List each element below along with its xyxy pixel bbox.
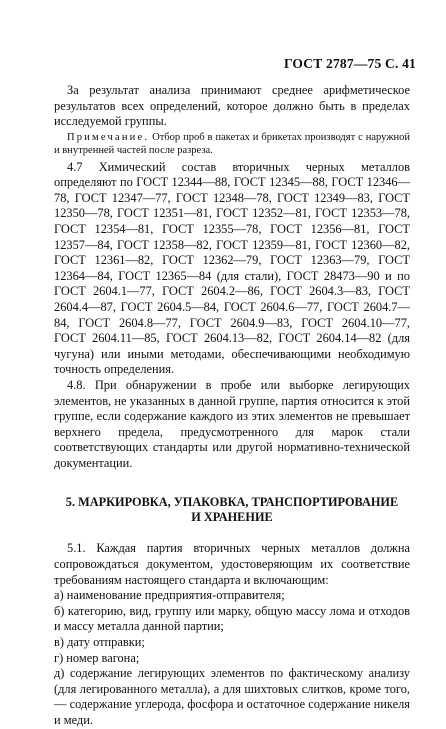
document-body [54, 83, 410, 729]
section-5-title [54, 495, 410, 525]
list-item-a: а) наименование предприятия-отправителя; [54, 588, 285, 603]
section-5-title-line1: 5. МАРКИРОВКА, УПАКОВКА, ТРАНСПОРТИРОВАНИЕ [65, 495, 399, 510]
paragraph-4-8: 4.8. При обнаружении в пробе или выборке легирующих элементов, не указанных в данной группе, партия относится к этой группе, если содержание каждого из этих элементов не превышает верхнего предела, предусмотренного для марок стали соответствующих стандарты или другой нормативно-технической документации. [54, 377, 410, 470]
note-text: Отбор проб в пакетах и брикетах производят с наружной и внутренней частей после разреза. [54, 131, 410, 157]
list-item-d: д) содержание легирующих элементов по фактическому анализу (для легированного металла), а для шихтовых слитков, кроме того, — содержание углерода, фосфора и остаточное содержание никеля и меди. [54, 666, 410, 727]
page-header: ГОСТ 2787—75 С. 41 [283, 56, 416, 71]
note-paragraph [54, 131, 410, 158]
paragraph-5-1: 5.1. Каждая партия вторичных черных металлов должна сопровождаться документом, удостоверяющим их соответствие требованиям настоящего стандарта и включающим: [54, 541, 410, 587]
paragraph-4-7: 4.7 Химический состав вторичных черных металлов определяют по ГОСТ 12344—88, ГОСТ 12345—88, ГОСТ 12346—78, ГОСТ 12347—77, ГОСТ 12348—78, ГОСТ 12349—83, ГОСТ 12350—78, ГОСТ 12351—81, ГОСТ 12352—81, ГОСТ 12353—78, ГОСТ 12354—81, ГОСТ 12355—78, ГОСТ 12356—81, ГОСТ 12357—84, ГОСТ 12358—82, ГОСТ 12359—81, ГОСТ 12360—82, ГОСТ 12361—82, ГОСТ 12362—79, ГОСТ 12363—79, ГОСТ 12364—84, ГОСТ 12365—84 (для стали), ГОСТ 28473—90 и по ГОСТ 2604.1—77, ГОСТ 2604.2—86, ГОСТ 2604.3—83, ГОСТ 2604.4—87, ГОСТ 2604.5—84, ГОСТ 2604.6—77, ГОСТ 2604.7—84, ГОСТ 2604.8—77, ГОСТ 2604.9—83, ГОСТ 2604.10—77, ГОСТ 2604.11—85, ГОСТ 2604.13—82, ГОСТ 2604.14—82 (для чугуна) или иными методами, обеспечивающими необходимую точность определения. [54, 159, 410, 377]
list-item-g: г) номер вагона; [54, 650, 140, 665]
list-item-v: в) дату отправки; [54, 635, 145, 650]
note-label: Примечание. [67, 131, 150, 143]
paragraph-result: За результат анализа принимают среднее арифметическое результатов всех определений, которое должно быть в пределах исследуемой группы. [54, 83, 410, 129]
list-item-b: б) категорию, вид, группу или марку, общую массу лома и отходов и массу металла данной партии; [54, 603, 410, 634]
section-5-title-line2: И ХРАНЕНИЕ [191, 510, 273, 525]
